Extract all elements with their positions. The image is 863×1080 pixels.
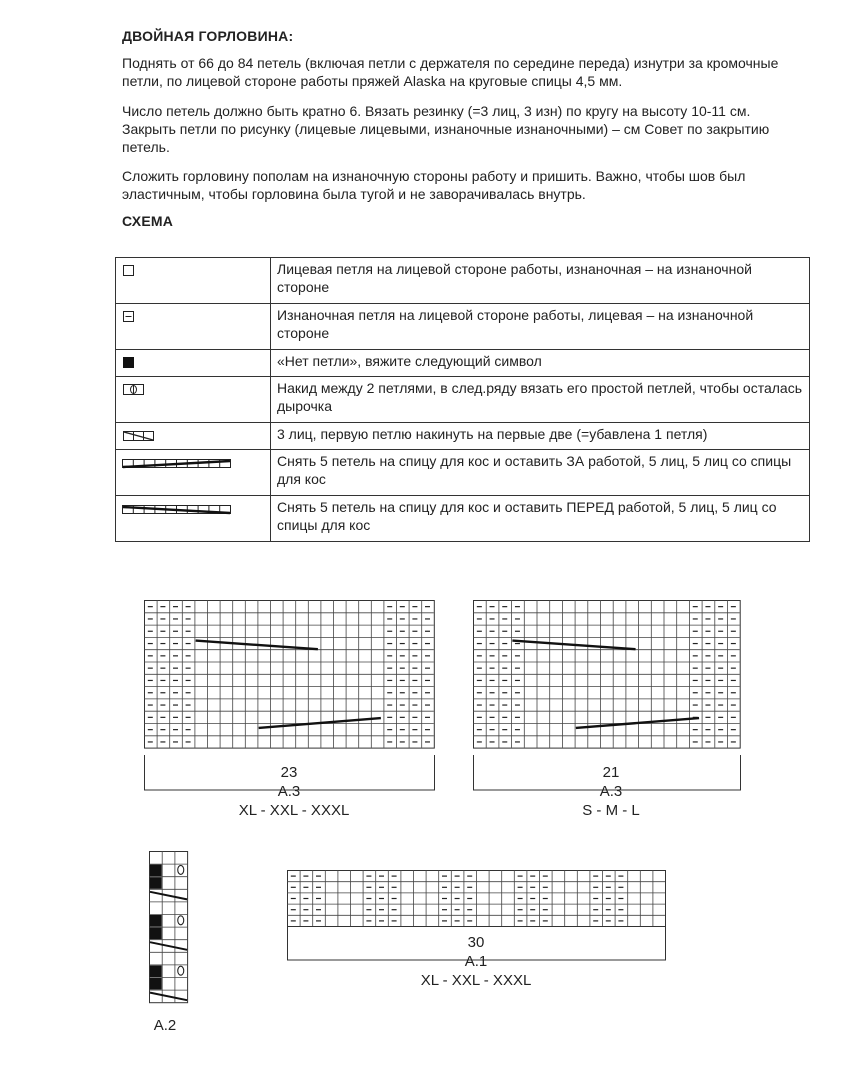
stitch-count-label: 21 <box>602 764 620 781</box>
section-heading: ДВОЙНАЯ ГОРЛОВИНА: <box>122 28 294 44</box>
chart-sizes-label: XL - XXL - XXXL <box>238 802 350 819</box>
stitch-count-label: 23 <box>280 764 298 781</box>
legend-text: Снять 5 петель на спицу для кос и оставить ЗА работой, 5 лиц, 5 лиц со спицы для кос <box>271 450 810 496</box>
chart-sizes-label: XL - XXL - XXXL <box>420 972 532 989</box>
stitch-count-label: 30 <box>467 934 485 951</box>
chart-a1-grid <box>287 870 666 927</box>
paragraph-pickup: Поднять от 66 до 84 петель (включая петли с держателя по середине переда) изнутри за кромочные петли, по лицевой стороне работы пряжей Alaska на круговые спицы 4,5 мм. <box>122 55 779 89</box>
schema-heading: СХЕМА <box>122 213 174 229</box>
chart-name-label: A.3 <box>599 783 623 800</box>
legend-text: Снять 5 петель на спицу для кос и оставить ПЕРЕД работой, 5 лиц, 5 лиц со спицы для кос <box>271 496 810 542</box>
legend-text: Изнаночная петля на лицевой стороне работы, лицевая – на изнаночной стороне <box>271 304 810 350</box>
chart-name-label: A.3 <box>277 783 301 800</box>
chart-a3-s-grid <box>473 600 740 748</box>
legend-text: «Нет петли», вяжите следующий символ <box>271 350 810 377</box>
legend-text: 3 лиц, первую петлю накинуть на первые две (=убавлена 1 петля) <box>271 423 810 450</box>
paragraph-fold: Сложить горловину пополам на изнаночную стороны работу и пришить. Важно, чтобы шов был эластичным, чтобы горловина была тугой и не заворачивалась внутрь. <box>122 168 746 202</box>
paragraph-rib: Число петель должно быть кратно 6. Вязать резинку (=3 лиц, 3 изн) по кругу на высоту 10-11 см. Закрыть петли по рисунку (лицевые лицевыми, изнаночные изнаночными) – см Совет по закрытию петель. <box>122 103 770 155</box>
legend-text: Накид между 2 петлями, в след.ряду вязать его простой петлей, чтобы осталась дырочка <box>271 377 810 423</box>
chart-name-label: A.1 <box>464 953 488 970</box>
legend-text: Лицевая петля на лицевой стороне работы, изнаночная – на изнаночной стороне <box>271 258 810 304</box>
chart-a3-xl-grid <box>144 600 434 748</box>
chart-sizes-label: S - M - L <box>582 802 640 819</box>
chart-a2-grid <box>149 851 188 1003</box>
chart-name-label: A.2 <box>153 1017 177 1034</box>
